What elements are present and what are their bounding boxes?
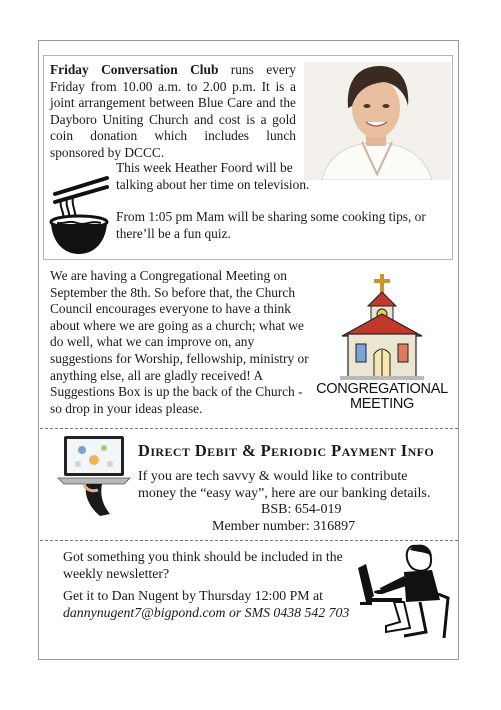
friday-club-title: Friday Conversation Club (50, 62, 219, 77)
speaker-note: This week Heather Foord will be talking about her time on television. (116, 160, 310, 192)
bsb-number: BSB: 654-019 (261, 502, 342, 517)
presenter-photo (304, 62, 451, 180)
meeting-paragraph: We are having a Congregational Meeting on September the 8th. So before that, the Church Council encourages everyone to have a think about where we are going as a church; what we do well, what we can improve on, any suggestions for Worship, fellowship, ministry or anything else, all are gladly received! A Suggestions Box is up the back of the Church - so drop in your ideas please. (50, 268, 309, 416)
member-number: Member number: 316897 (212, 519, 356, 534)
congregational-meeting-graphic (312, 382, 452, 412)
friday-club-paragraph (50, 62, 296, 162)
section-divider (40, 540, 458, 541)
graphic-line-1: CONGREGATIONAL (316, 381, 448, 397)
laptop-hand-icon (56, 434, 132, 520)
church-icon (338, 274, 428, 382)
section-divider (40, 428, 458, 429)
newsletter-question: Got something you think should be included in the weekly newsletter? (63, 549, 343, 581)
payment-heading: Direct Debit & Periodic Payment Info (138, 441, 435, 460)
cooking-note: From 1:05 pm Mam will be sharing some cooking tips, or there’ll be a fun quiz. (116, 209, 426, 241)
friday-club-description: runs every Friday from 10.00 a.m. to 2.00 p.m. It is a joint arrangement between Blue Care and the Dayboro Uniting Church and cost is a gold coin donation which includes lunch sponsored by DCCC. (50, 62, 296, 160)
noodle-bowl-icon (47, 174, 111, 258)
graphic-line-2: MEETING (350, 396, 414, 412)
payment-description: If you are tech savvy & would like to contribute money the “easy way”, here are our banking details. (138, 469, 431, 501)
newsletter-contact: dannynugent7@bigpond.com or SMS 0438 542 703 (63, 605, 350, 620)
newsletter-deadline: Get it to Dan Nugent by Thursday 12:00 PM at (63, 588, 323, 603)
computer-user-icon (340, 542, 452, 640)
